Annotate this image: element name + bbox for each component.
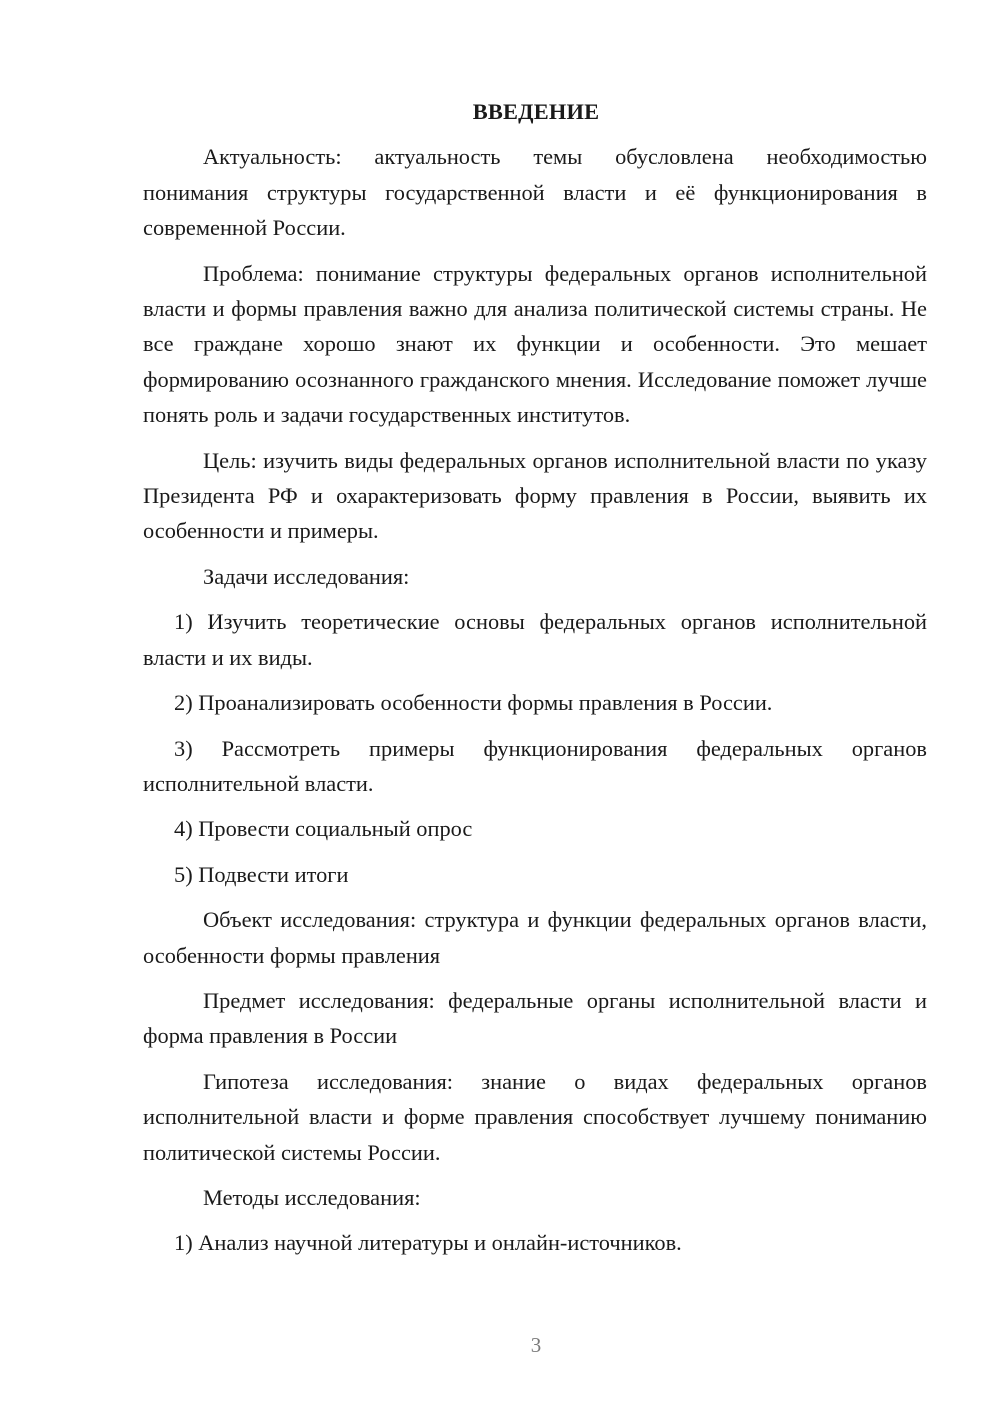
section-heading: ВВЕДЕНИЕ [472,99,600,124]
task-item-3: 3) Рассмотреть примеры функционирования федеральных органов исполнительной власти. [143,735,927,796]
task-item-5: 5) Подвести итоги [174,861,349,887]
method-item-1: 1) Анализ научной литературы и онлайн-источников. [174,1230,682,1256]
object-paragraph: Объект исследования: структура и функции федеральных органов власти, особенности формы правления [143,907,927,968]
task-item-2: 2) Проанализировать особенности формы правления в России. [174,690,773,716]
hypothesis-paragraph: Гипотеза исследования: знание о видах федеральных органов исполнительной власти и форме правления способствует лучшему пониманию политической системы России. [143,1068,927,1165]
problem-paragraph: Проблема: понимание структуры федеральных органов исполнительной власти и формы правления важно для анализа политической системы страны. Не все граждане хорошо знают их функции и особенности. Это мешает формированию осознанного гражданского мнения. Исследование поможет лучше понять роль и задачи государственных институтов. [143,260,927,428]
task-item-1: 1) Изучить теоретические основы федеральных органов исполнительной власти и их виды. [143,609,927,670]
tasks-title: Задачи исследования: [203,563,410,589]
page-number: 3 [530,1333,542,1357]
subject-paragraph: Предмет исследования: федеральные органы исполнительной власти и форма правления в России [143,987,927,1049]
methods-title: Методы исследования: [203,1184,421,1210]
task-item-4: 4) Провести социальный опрос [174,816,473,842]
goal-paragraph: Цель: изучить виды федеральных органов исполнительной власти по указу Президента РФ и охарактеризовать форму правления в России, выявить их особенности и примеры. [143,447,927,544]
relevance-paragraph: Актуальность: актуальность темы обусловлена необходимостью понимания структуры государственной власти и её функционирования в современной России. [143,144,927,241]
page-body [143,94,927,1261]
